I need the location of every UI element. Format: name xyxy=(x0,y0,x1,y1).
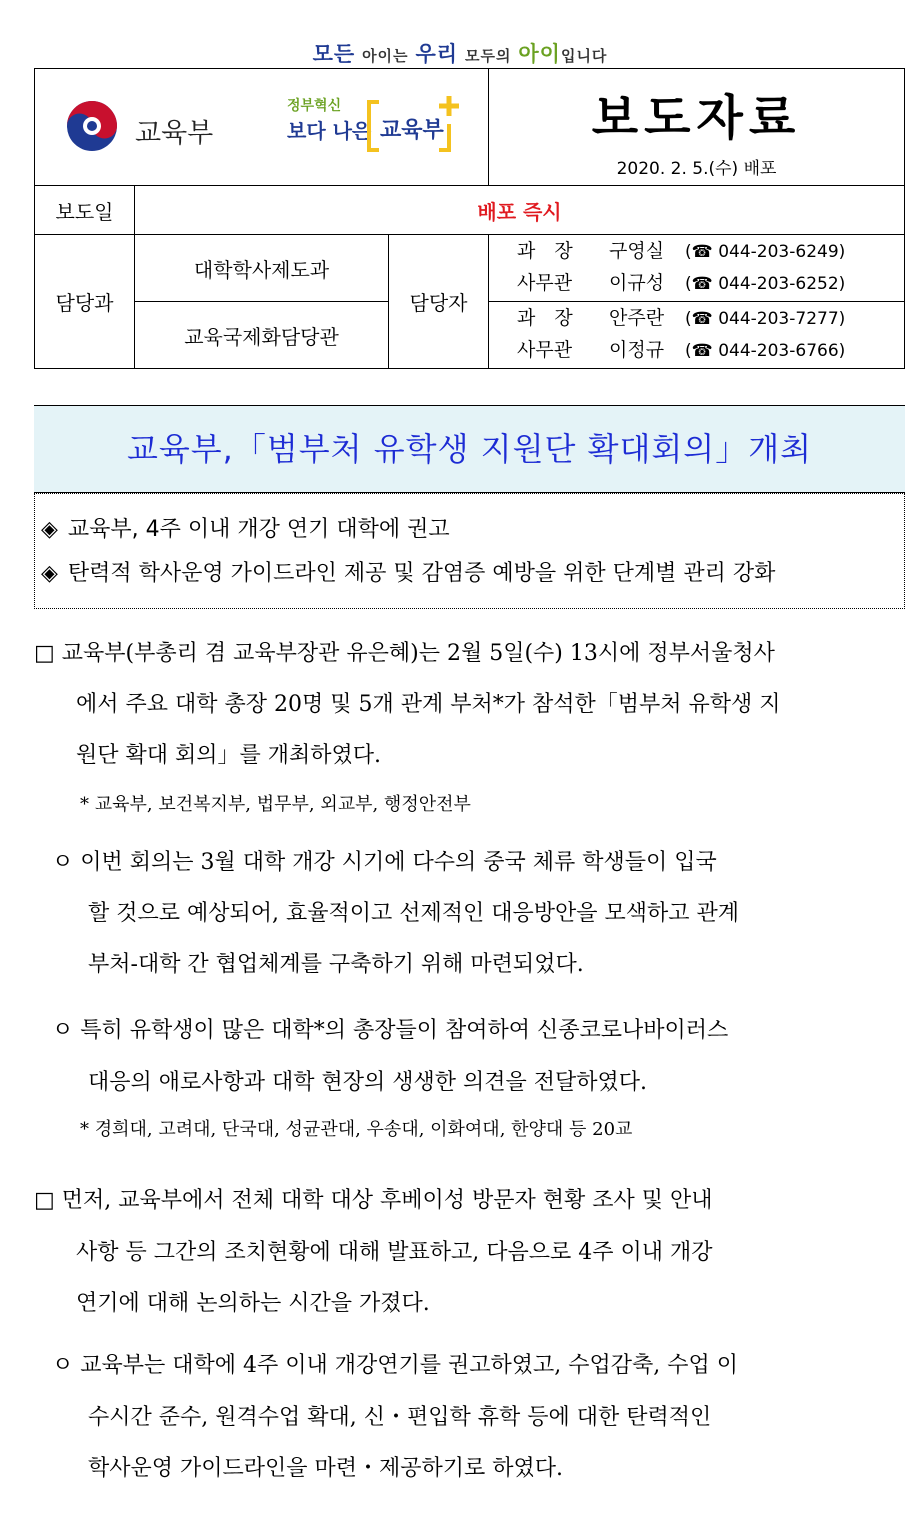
paragraph-line: □ 교육부(부총리 겸 교육부장관 유은혜)는 2월 5일(수) 13시에 정부서울청사 xyxy=(34,641,775,666)
innovation-logo-ministry: 교육부 xyxy=(380,118,444,143)
diamond-bullet-icon: ◈ xyxy=(41,517,58,542)
paragraph-line: ㅇ 특히 유학생이 많은 대학*의 총장들이 참여하여 신종코로나바이러스 xyxy=(52,1018,729,1043)
slogan-word: 입니다 xyxy=(560,47,608,65)
dept-label: 담당과 xyxy=(35,235,135,369)
summary-item xyxy=(41,512,450,543)
page-title: 보도자료 xyxy=(591,90,802,146)
contact-row xyxy=(517,236,904,268)
logo-cell xyxy=(35,69,489,186)
contact-position: 사무관 xyxy=(517,272,573,294)
paragraph-line: 수시간 준수, 원격수업 확대, 신・편입학 휴학 등에 대한 탄력적인 xyxy=(88,1405,712,1430)
contact-row xyxy=(517,303,904,335)
contact-phone: (☎ 044-203-6766) xyxy=(685,341,846,361)
contact-row xyxy=(517,268,904,300)
person-label: 담당자 xyxy=(389,235,489,369)
paragraph-line: 에서 주요 대학 총장 20명 및 5개 관계 부처*가 참석한「범부처 유학생 지 xyxy=(76,692,781,717)
contact-group xyxy=(489,235,905,302)
paragraph-line: 부처-대학 간 협업체계를 구축하기 위해 마련되었다. xyxy=(88,952,584,977)
slogan-word: 아이는 xyxy=(362,47,409,65)
press-day-label: 보도일 xyxy=(35,186,135,235)
paragraph-line: 대응의 애로사항과 대학 현장의 생생한 의견을 전달하였다. xyxy=(88,1070,648,1095)
contact-position: 과 장 xyxy=(517,240,573,262)
contact-position: 사무관 xyxy=(517,339,573,361)
paragraph-line: 할 것으로 예상되어, 효율적이고 선제적인 대응방안을 모색하고 관계 xyxy=(88,901,740,926)
contact-phone: (☎ 044-203-6252) xyxy=(685,274,846,294)
paragraph-line: 학사운영 가이드라인을 마련・제공하기로 하였다. xyxy=(88,1456,564,1481)
paragraph-line: 연기에 대해 논의하는 시간을 가졌다. xyxy=(76,1291,430,1316)
innovation-logo-top: 정부혁신 xyxy=(287,98,342,114)
contact-phone: (☎ 044-203-7277) xyxy=(685,309,846,329)
release-date: 2020. 2. 5.(수) 배포 xyxy=(616,159,777,179)
contact-name: 이정규 xyxy=(609,339,665,361)
contact-position: 과 장 xyxy=(517,307,573,329)
innovation-logo-bottom: 보다 나은 xyxy=(287,119,372,143)
slogan-word: 모든 xyxy=(312,42,356,66)
contact-name: 이규성 xyxy=(609,272,665,294)
slogan-word: 아이 xyxy=(518,42,561,66)
ministry-emblem-icon xyxy=(66,100,118,152)
slogan-word: 우리 xyxy=(415,42,459,66)
dept-name: 대학학사제도과 xyxy=(135,235,389,302)
footnote: * 경희대, 고려대, 단국대, 성균관대, 우송대, 이화여대, 한양대 등 20교 xyxy=(80,1119,633,1140)
headline: 교육부,「범부처 유학생 지원단 확대회의」개최 xyxy=(34,405,905,493)
paragraph-line: ㅇ 교육부는 대학에 4주 이내 개강연기를 권고하였고, 수업감축, 수업 이 xyxy=(52,1353,738,1378)
press-header-table xyxy=(34,68,905,369)
summary-item xyxy=(41,556,775,587)
contact-name: 안주란 xyxy=(609,307,665,329)
summary-text: 교육부, 4주 이내 개강 연기 대학에 권고 xyxy=(67,517,450,542)
paragraph-line: ㅇ 이번 회의는 3월 대학 개강 시기에 다수의 중국 체류 학생들이 입국 xyxy=(52,850,717,875)
contact-row xyxy=(517,335,904,367)
press-day-value: 배포 즉시 xyxy=(135,186,905,235)
summary-text: 탄력적 학사운영 가이드라인 제공 및 감염증 예방을 위한 단계별 관리 강화 xyxy=(67,561,776,586)
contact-name: 구영실 xyxy=(609,240,665,262)
summary-box xyxy=(34,493,905,609)
contact-phone: (☎ 044-203-6249) xyxy=(685,242,846,262)
contact-group xyxy=(489,302,905,369)
ministry-logo-text: 교육부 xyxy=(135,118,214,149)
title-cell xyxy=(489,69,905,186)
dept-name: 교육국제화담당관 xyxy=(135,302,389,369)
slogan xyxy=(0,38,920,68)
paragraph-line: □ 먼저, 교육부에서 전체 대학 대상 후베이성 방문자 현황 조사 및 안내 xyxy=(34,1188,713,1213)
paragraph-line: 사항 등 그간의 조치현황에 대해 발표하고, 다음으로 4주 이내 개강 xyxy=(76,1240,713,1265)
paragraph-line: 원단 확대 회의」를 개최하였다. xyxy=(76,743,381,768)
diamond-bullet-icon: ◈ xyxy=(41,561,58,586)
slogan-word: 모두의 xyxy=(464,47,512,65)
footnote: * 교육부, 보건복지부, 법무부, 외교부, 행정안전부 xyxy=(80,794,471,815)
